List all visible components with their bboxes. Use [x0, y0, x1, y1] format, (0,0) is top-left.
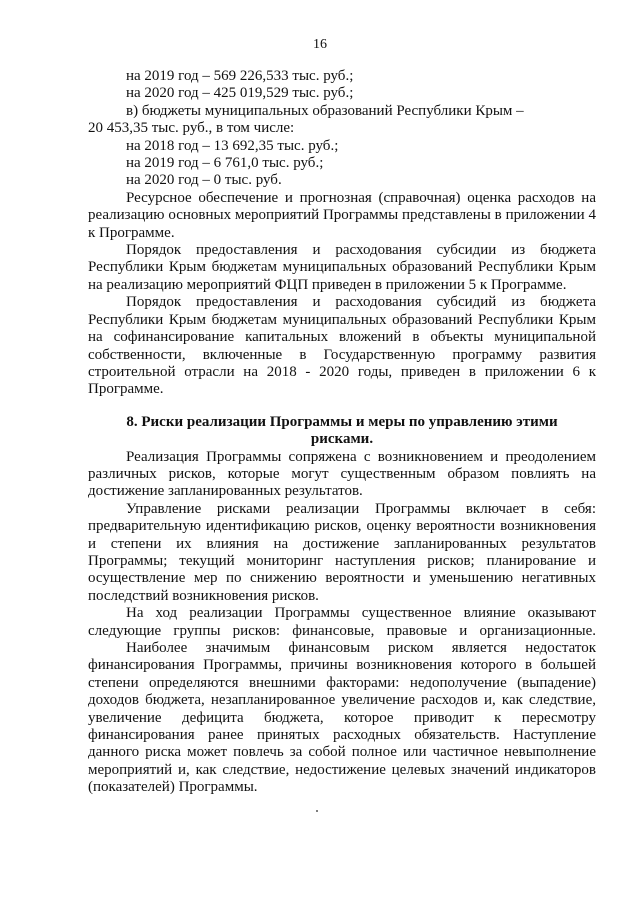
text-line: предварительную идентификацию рисков, оценку вероятности возникновения — [88, 518, 596, 535]
text-line: степени определяются внешними факторами: недополучение (выпадение) — [88, 674, 596, 691]
text-line: на 2020 год – 425 019,529 тыс. руб.; — [126, 85, 354, 102]
text-line: строительной отрасли на 2018 - 2020 годы, приведен в приложении 6 к — [88, 363, 596, 380]
text-line: в) бюджеты муниципальных образований Республики Крым – — [126, 102, 524, 119]
text-line: достижение запланированных результатов. — [88, 483, 363, 500]
scan-dot — [316, 810, 318, 812]
text-line: Республики Крым бюджетам муниципальных образований Республики Крым — [88, 311, 596, 328]
text-line: на 2018 год – 13 692,35 тыс. руб.; — [126, 137, 339, 154]
text-line: на 2019 год – 569 226,533 тыс. руб.; — [126, 68, 354, 84]
text-line: данного риска может повлечь за собой полное или частичное невыполнение — [88, 744, 596, 761]
text-line: Наиболее значимым финансовым риском является недостаток — [126, 640, 596, 656]
text-line: Реализация Программы сопряжена с возникновением и преодолением — [126, 448, 596, 465]
text-line: и степени их влияния на достижение запланированных результатов — [88, 535, 596, 552]
text-line: на софинансирование капитальных вложений в объекты муниципальной — [88, 329, 596, 346]
text-line: различных рисков, которые могут существенным образом повлиять на — [88, 465, 596, 482]
text-line: собственности, включенные в Государственную программу развития — [88, 346, 596, 363]
text-line: на 2019 год – 6 761,0 тыс. руб.; — [126, 155, 324, 172]
text-line: На ход реализации Программы существенное влияние оказывают — [126, 605, 596, 622]
text-line: Республики Крым бюджетам муниципальных образований Республики Крым — [88, 259, 596, 276]
document-body — [88, 68, 596, 797]
text-line: мероприятий и, как следствие, недостижение целевых значений индикаторов — [88, 761, 596, 778]
text-line: к Программе. — [88, 224, 175, 241]
text-line: реализацию основных мероприятий Программы представлены в приложении 4 — [88, 207, 596, 224]
text-line: доходов бюджета, незапланированное увеличение расходов и, как следствие, — [88, 692, 596, 709]
risks-section — [88, 449, 596, 797]
text-line: на реализацию мероприятий ФЦП приведен в приложении 5 к Программе. — [88, 276, 567, 293]
text-line: Программе. — [88, 381, 164, 398]
text-line: (показателей) Программы. — [88, 779, 258, 796]
text-line: Порядок предоставления и расходования субсидии из бюджета — [126, 242, 596, 259]
text-line: следующие группы рисков: финансовые, правовые и организационные. — [88, 622, 596, 639]
text-line: на 2020 год – 0 тыс. руб. — [126, 172, 282, 189]
section-heading-line-2: рисками. — [310, 431, 374, 448]
text-line: 20 453,35 тыс. руб., в том числе: — [88, 120, 295, 137]
page-number: 16 — [313, 37, 327, 52]
text-line: осуществление мер по снижению вероятности и уменьшению негативных — [88, 570, 596, 587]
text-line: Порядок предоставления и расходования субсидий из бюджета — [126, 294, 596, 311]
funding-section — [88, 68, 596, 399]
text-line: финансирования ранее принятых расходных обязательств. Наступление — [88, 727, 596, 744]
text-line: Управление рисками реализации Программы включает в себя: — [126, 500, 596, 517]
text-line: Ресурсное обеспечение и прогнозная (справочная) оценка расходов на — [126, 189, 596, 206]
text-line: Программы; текущий мониторинг наступления рисков; планирование и — [88, 552, 596, 569]
text-line: увеличение дефицита бюджета, которое приводит к пересмотру — [88, 709, 596, 726]
text-line: финансирования Программы, причины возникновения которого в большей — [88, 657, 596, 674]
text-line: последствий возникновения рисков. — [88, 587, 319, 604]
section-heading-line-1: 8. Риски реализации Программы и меры по управлению этими — [126, 413, 558, 430]
